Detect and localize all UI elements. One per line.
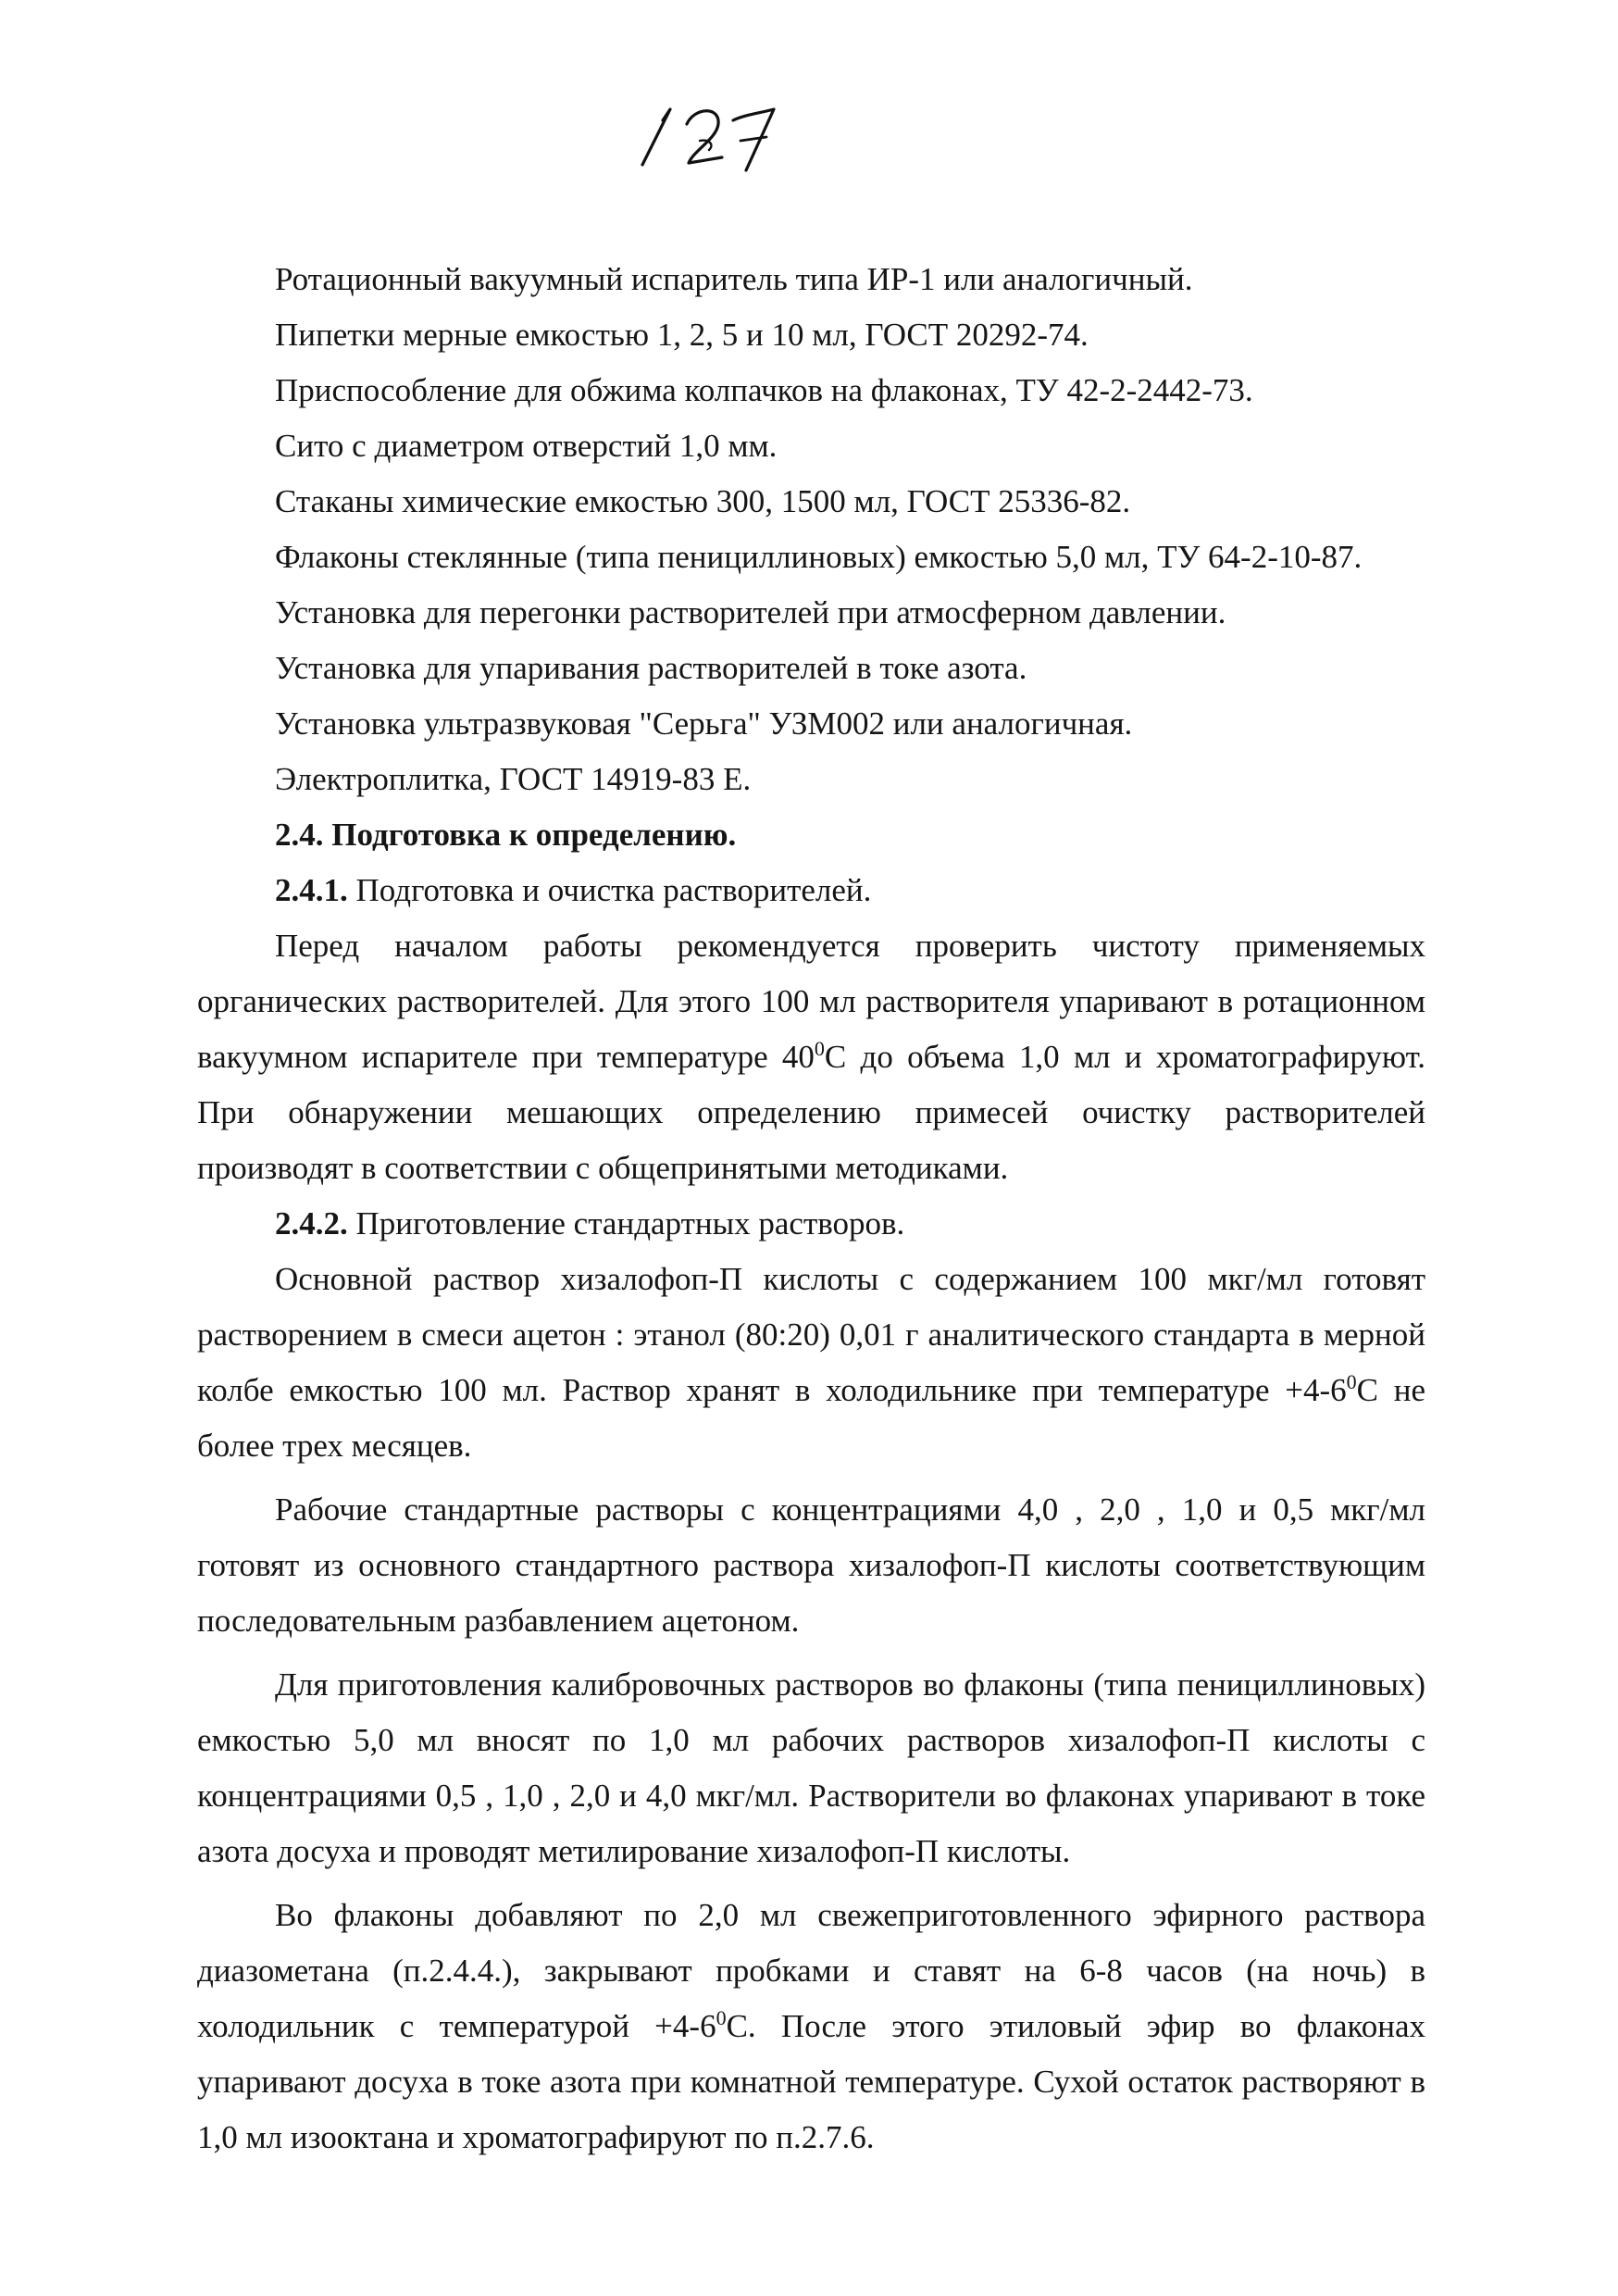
- degree-superscript: 0: [1346, 1370, 1357, 1393]
- paragraph-text: Основной раствор хизалофоп-П кислоты с содержанием 100 мкг/мл готовят растворением в смеси ацетон : этанол (80:20) 0,01 г аналитического стандарта в мерной колбе емкостью 100 мл. Раствор хранят в холодильнике при температуре +4-6: [197, 1261, 1425, 1408]
- paragraph-calibration-solutions: Для приготовления калибровочных растворов во флаконы (типа пенициллиновых) емкостью 5,0 мл вносят по 1,0 мл рабочих растворов хизалофоп-П кислоты с концентрациями 0,5 , 1,0 , 2,0 и 4,0 мкг/мл. Растворители во флаконах упаривают в токе азота досуха и проводят метилирование хизалофоп-П кислоты.: [197, 1666, 1425, 1869]
- degree-superscript: 0: [716, 2006, 727, 2029]
- section-title: Приготовление стандартных растворов.: [355, 1205, 905, 1242]
- equipment-item: Пипетки мерные емкостью 1, 2, 5 и 10 мл, ГОСТ 20292-74.: [275, 317, 1089, 353]
- paragraph-text: Во флаконы добавляют по 2,0 мл свежеприготовленного эфирного раствора диазометана (п.2.4.4.), закрывают пробками и ставят на 6-8 часов (на ночь) в холодильник с температурой +4-6: [197, 1897, 1425, 2044]
- paragraph-working-solutions: Рабочие стандартные растворы с концентрациями 4,0 , 2,0 , 1,0 и 0,5 мкг/мл готовят из основного стандартного раствора хизалофоп-П кислоты соответствующим последовательным разбавлением ацетоном.: [197, 1491, 1425, 1639]
- section-title: Подготовка и очистка растворителей.: [355, 872, 872, 908]
- equipment-item: Установка для перегонки растворителей при атмосферном давлении.: [275, 594, 1226, 630]
- section-heading-2-4-2: [197, 1196, 1425, 1252]
- degree-superscript: 0: [814, 1037, 825, 1060]
- equipment-item: Установка ультразвуковая "Серьга" УЗМ002 или аналогичная.: [275, 705, 1133, 742]
- section-number: 2.4.1.: [275, 872, 348, 908]
- paragraph-text: С. После этого этиловый эфир во флаконах упаривают досуха в токе азота при комнатной температуре. Сухой остаток растворяют в 1,0 мл изооктана и хроматографируют по п.2.7.6.: [197, 2008, 1426, 2155]
- paragraph-stock-solution: [197, 1252, 1425, 1474]
- equipment-item: Электроплитка, ГОСТ 14919-83 Е.: [275, 761, 752, 797]
- paragraph-solvent-purity: [197, 918, 1425, 1196]
- section-title: Подготовка к определению.: [331, 817, 737, 853]
- equipment-item: Установка для упаривания растворителей в токе азота.: [275, 650, 1027, 686]
- section-heading-2-4: [197, 807, 1425, 863]
- equipment-item: Сито с диаметром отверстий 1,0 мм.: [275, 428, 778, 464]
- paragraph-text: Перед началом работы рекомендуется проверить чистоту применяемых органических растворителей. Для этого 100 мл растворителя упаривают в ротационном вакуумном испарителе при температуре 40: [197, 928, 1425, 1075]
- handwritten-page-number-drawing: [629, 93, 796, 176]
- equipment-item: Флаконы стеклянные (типа пенициллиновых) емкостью 5,0 мл, ТУ 64-2-10-87.: [275, 539, 1363, 575]
- paragraph-text: С не более трех месяцев.: [197, 1372, 1425, 1464]
- equipment-item: Ротационный вакуумный испаритель типа ИР-1 или аналогичный.: [275, 261, 1193, 297]
- document-body: [197, 252, 1425, 2165]
- section-number: 2.4.: [275, 817, 324, 853]
- section-number: 2.4.2.: [275, 1205, 348, 1242]
- handwritten-page-number: [629, 93, 796, 176]
- section-heading-2-4-1: [197, 863, 1425, 918]
- equipment-item: Приспособление для обжима колпачков на флаконах, ТУ 42-2-2442-73.: [275, 372, 1253, 408]
- paragraph-methylation: [197, 1888, 1425, 2165]
- equipment-item: Стаканы химические емкостью 300, 1500 мл, ГОСТ 25336-82.: [275, 483, 1131, 519]
- paragraph-text: С до объема 1,0 мл и хроматографируют. При обнаружении мешающих определению примесей очистку растворителей производят в соответствии с общепринятыми методиками.: [197, 1039, 1425, 1186]
